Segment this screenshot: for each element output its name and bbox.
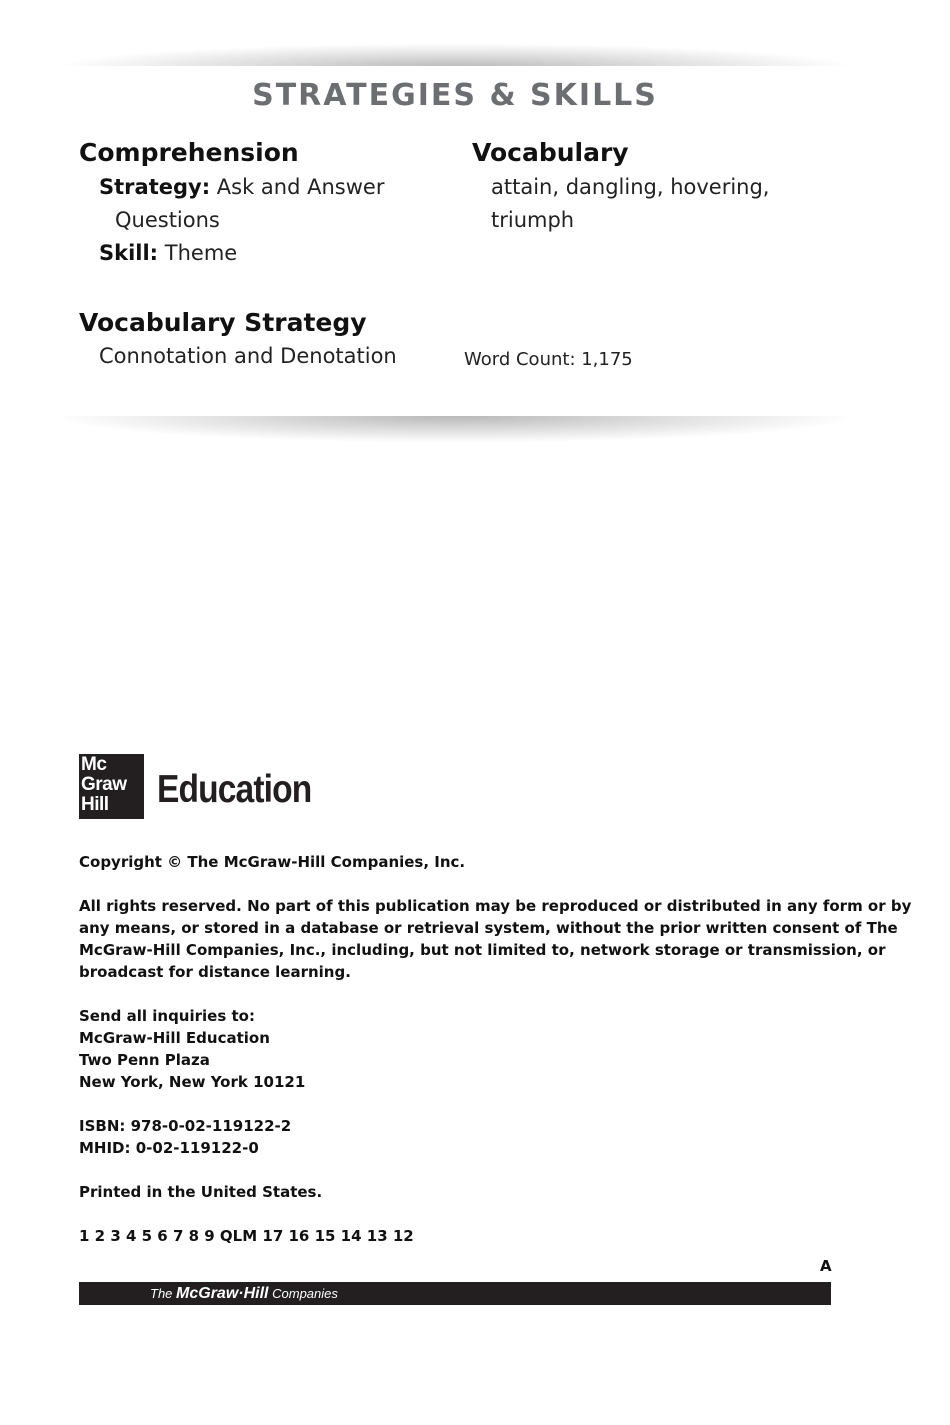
strategy-label: Strategy: [99,175,211,199]
copyright-line: Copyright © The McGraw-Hill Companies, Inc. [79,853,466,871]
printing-numbers: 1 2 3 4 5 6 7 8 9 QLM 17 16 15 14 13 12 [79,1227,414,1245]
comprehension-title: Comprehension [79,138,299,167]
strategy-value: Ask and Answer [216,175,385,199]
vocabulary-title: Vocabulary [472,138,629,167]
logo-wordmark: Education [157,768,312,811]
vocabulary-strategy-value: Connotation and Denotation [99,344,397,368]
strategy-value-continued: Questions [115,208,220,232]
mhid: MHID: 0-02-119122-0 [79,1139,259,1157]
skill-label: Skill: [99,241,159,265]
inquiries-address: Send all inquiries to: McGraw-Hill Education Two Penn Plaza New York, New York 10121 [79,1007,306,1091]
logo-mark-text: Mc Graw Hill [81,754,127,815]
vocabulary-words: attain, dangling, hovering, [491,175,770,199]
footer-brand-text: The McGraw·Hill Companies [150,1285,338,1302]
skill-value: Theme [164,241,238,265]
printed-line: Printed in the United States. [79,1183,323,1201]
strategy-line [99,175,384,199]
word-count: Word Count: 1,175 [464,349,633,370]
rights-paragraph: All rights reserved. No part of this publication may be reproduced or distributed in any form or by any means, or stored in a database or retrieval system, without the prior written consent of The McGraw-Hill Companies, Inc., including, but not limited to, network storage or transmission, or broadcast for distance learning. [79,897,912,981]
panel-bottom-shadow [60,416,850,442]
vocabulary-words-continued: triumph [491,208,575,232]
isbn-block [79,1115,839,1159]
vocabulary-strategy-title: Vocabulary Strategy [79,308,367,337]
page-title: STRATEGIES & SKILLS [252,78,658,113]
footer-brand-bar [79,1282,831,1305]
page-letter: A [820,1257,832,1275]
panel-top-shadow [60,44,850,68]
skill-line [99,241,237,265]
mcgraw-hill-logo [79,754,144,819]
isbn: ISBN: 978-0-02-119122-2 [79,1117,292,1135]
